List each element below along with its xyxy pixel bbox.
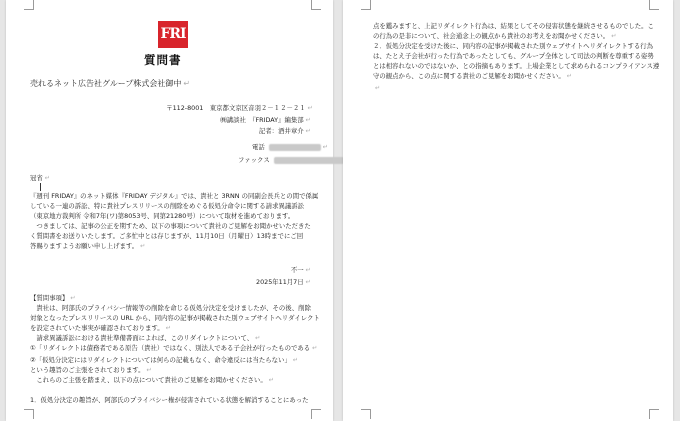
redacted-phone (269, 144, 321, 151)
intro-line: （東京地方裁判所 令和7年(ワ)第8053号、同第21280号）について取材を進めております。 (30, 212, 295, 220)
question-2-line: ２．仮処分決定を受けた後に、同内容の記事が掲載された別ウェブサイトへリダイレクトする行為 (373, 42, 654, 50)
body-line: 請求異議訴訟における貴社準備書面によれば、このリダイレクトについて、 ↵ (30, 334, 261, 342)
document-title: 質問書 (144, 53, 182, 67)
document-page-left (6, 0, 333, 421)
text-cursor (40, 183, 41, 191)
margin-mark-top-right (311, 0, 321, 10)
margin-mark-top-right (649, 0, 659, 10)
margin-mark-bottom-right (649, 409, 659, 419)
intro-line: 『週刊 FRIDAY』のネット媒体『FRIDAY デジタル』では、貴社と 3RNN の同副会長兵との間で係属 (30, 192, 319, 200)
question-1-line: 1．仮処分決定の趣旨が、阿部氏のプライバシー権が侵害されている状態を解消することにあった (30, 396, 309, 404)
sender-address: 〒112-8001 東京都文京区音羽２－１２－２１ ↵ (166, 104, 313, 112)
body-line: これらのご主張を踏まえ、以下の点について貴社のご見解をお聞かせください。 ↵ (30, 376, 275, 384)
margin-mark-top-left (361, 0, 371, 10)
body-line: は、たとえ子会社が行った行為であったとしても、グループ全体として司法の判断を尊重する姿勢 (373, 52, 654, 60)
addressee: 売れるネット広告社グループ株式会社御中 ↵ (30, 79, 191, 88)
body-line: の行為の是非について、社会通念上の観点から貴社のお考えをお聞かせください。 ↵ (373, 32, 617, 40)
body-line: 守の観点から、この点に関する貴社のご見解をお聞かせください。 ↵ (373, 72, 573, 80)
sender-fax: ファックス (238, 156, 351, 164)
sender-reporter: 記者：酒井章介 ↵ (258, 127, 311, 135)
greeting: 冠省 ↵ (30, 174, 51, 182)
friday-logo: FRI (158, 21, 188, 48)
question-heading: 【質問事項】 ↵ (30, 294, 76, 302)
closing: 不一 ↵ (290, 266, 311, 274)
margin-mark-top-left (24, 0, 34, 10)
body-line: 対象となったプレスリリースの URL から、同内容の記事が掲載された別ウェブサイトへリダイレクト (30, 314, 320, 322)
margin-mark-bottom-right (311, 409, 321, 419)
margin-mark-bottom-left (24, 409, 34, 419)
body-line: とは相容れないのではないか、との指摘もあります。上場企業として求められるコンプライアンス遵 (373, 62, 660, 70)
body-line: 点を鑑みますと、上記リダイレクト行為は、結果としてその侵害状態を継続させるものでした。こ (373, 22, 654, 30)
empty-paragraph-mark: ↵ (375, 84, 381, 92)
body-line: ①「リダイレクトは債務者である原告（貴社）ではなく、別法人である子会社が行ったものである ↵ (30, 344, 318, 352)
intro-line: く質問書をお送りいたします。ご多忙中とは存じますが、11月10日（月曜日）13時までにご回 (30, 232, 304, 240)
body-line: を設定されていた事実が確認されております。 ↵ (30, 324, 172, 332)
margin-mark-bottom-left (361, 409, 371, 419)
document-date: 2025年11月7日 ↵ (256, 278, 311, 286)
sender-phone: 電話 ↵ (252, 143, 329, 151)
body-line: という趣旨のご主張をされております。 ↵ (30, 366, 152, 374)
document-page-right (343, 0, 673, 421)
intro-line: している一連の訴訟、特に貴社プレスリリースの削除をめぐる仮処分命令に関する請求異議訴訟 (30, 202, 305, 210)
body-line: 貴社は、阿部氏のプライバシー情報等の削除を命じる仮処分決定を受けましたが、その後、削除 (30, 304, 311, 312)
body-line: ②「仮処分決定にはリダイレクトについては何らの記載もなく、命令違反には当たらない」 ↵ (30, 356, 299, 364)
redacted-fax (274, 157, 344, 164)
intro-line: つきましては、記事の公正を期すため、以下の事項について貴社のご見解をお聞かせいただきた (30, 222, 311, 230)
sender-company: ㈱講談社 『FRIDAY』編集部 ↵ (220, 116, 311, 124)
intro-line: 答賜りますようお願い申し上げます。 ↵ (30, 242, 146, 250)
